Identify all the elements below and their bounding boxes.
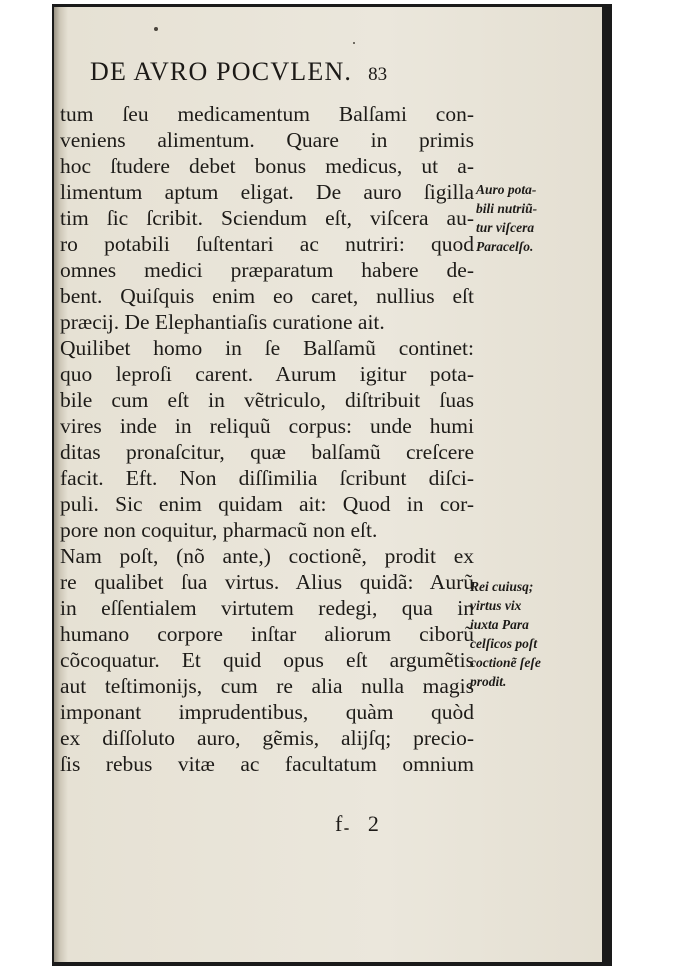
text-line: ex diſſoluto auro, gẽmis, alijſq; precio-	[60, 726, 474, 750]
text-line: facit. Eft. Non diſſimilia ſcribunt diſci-	[60, 466, 474, 490]
text-line: pore non coquitur, pharmacũ non eſt.	[60, 518, 378, 542]
margin-note-line: bili nutriũ-	[476, 201, 538, 216]
text-line: ro potabili ſuſtentari ac nutriri: quod	[60, 232, 474, 256]
text-line: limentum aptum eligat. De auro ſigilla	[60, 180, 474, 204]
ink-speck	[353, 42, 355, 44]
text-line: bent. Quiſquis enim eo caret, nullius eſt	[60, 284, 474, 308]
text-line: hoc ſtudere debet bonus medicus, ut a-	[60, 154, 474, 178]
text-line: imponant imprudentibus, quàm quòd	[60, 700, 474, 724]
text-line: Nam poſt, (nõ ante,) coctionẽ, prodit ex	[60, 544, 474, 568]
margin-note-line: tur viſcera	[476, 220, 535, 235]
text-line: ditas pronaſcitur, quæ balſamũ creſcere	[60, 440, 474, 464]
text-line: veniens alimentum. Quare in primis	[60, 128, 474, 152]
margin-note-virtus	[470, 577, 541, 691]
text-line: præcij. De Elephantiaſis curatione ait.	[60, 310, 385, 334]
text-line: tum ſeu medicamentum Balſami con-	[60, 102, 474, 126]
page-number: 83	[368, 64, 388, 85]
signature-mark: f 2	[335, 811, 389, 836]
margin-note-line: prodit.	[470, 674, 507, 689]
text-line: puli. Sic enim quidam ait: Quod in cor-	[60, 492, 474, 516]
text-line: re qualibet ſua virtus. Alius quidã: Aurũ	[60, 570, 474, 594]
text-line: quo leproſi carent. Aurum igitur pota-	[60, 362, 474, 386]
text-line: tim ſic ſcribit. Sciendum eſt, viſcera au-	[60, 206, 474, 230]
margin-note-paracelsus	[476, 180, 537, 256]
main-text-block	[60, 101, 474, 777]
margin-note-line: Paracelſo.	[476, 239, 534, 254]
margin-note-line: celſicos poſt	[470, 636, 538, 651]
margin-note-line: Auro pota-	[476, 182, 537, 197]
running-head	[90, 57, 387, 97]
text-line: bile cum eſt in vẽtriculo, diſtribuit ſuas	[60, 388, 474, 412]
text-line: Quilibet homo in ſe Balſamũ continet:	[60, 336, 474, 360]
text-line: ſis rebus vitæ ac facultatum omnium	[60, 752, 474, 776]
text-line: cõcoquatur. Et quid opus eſt argumẽtis	[60, 648, 474, 672]
margin-note-line: coctionẽ ſeſe	[470, 655, 541, 670]
ink-speck	[154, 27, 158, 31]
text-line: aut teſtimonijs, cum re alia nulla magis	[60, 674, 474, 698]
text-line: in eſſentialem virtutem redegi, qua in	[60, 596, 474, 620]
text-line: humano corpore inſtar aliorum ciborũ	[60, 622, 474, 646]
margin-note-line: Rei cuiusq;	[470, 579, 534, 594]
text-line: vires inde in reliquũ corpus: unde humi	[60, 414, 474, 438]
margin-note-line: virtus vix	[470, 598, 522, 613]
text-line: omnes medici præparatum habere de-	[60, 258, 474, 282]
margin-note-line: iuxta Para	[470, 617, 529, 632]
running-title: DE AVRO POCVLEN.	[90, 57, 353, 86]
